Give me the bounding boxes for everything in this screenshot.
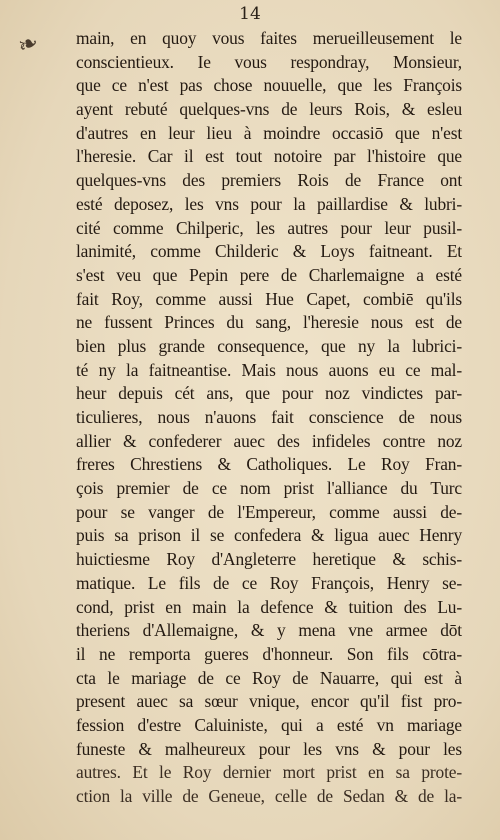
text-line: allier & confederer auec des infideles contre noz — [76, 430, 462, 451]
text-line: cité comme Chilperic, les autres pour leur pusil- — [76, 217, 462, 238]
text-line: cta le mariage de ce Roy de Nauarre, qui est à — [76, 667, 462, 688]
text-line: fession d'estre Caluiniste, qui a esté vn mariage — [76, 714, 462, 735]
text-line: puis sa prison il se confedera & ligua auec Henry — [76, 525, 462, 546]
text-line: cond, prist en main la defence & tuition des Lu- — [76, 596, 462, 617]
page-number: 14 — [239, 4, 261, 24]
text-line: ayent rebuté quelques-vns de leurs Rois, & esleu — [76, 99, 462, 120]
text-line: quelques-vns des premiers Rois de France ont — [76, 170, 462, 191]
margin-ornament: ❧ — [13, 27, 43, 61]
text-line: funeste & malheureux pour les vns & pour les — [76, 738, 462, 759]
body-text — [76, 27, 462, 809]
text-line: ne fussent Princes du sang, l'heresie nous est de — [76, 312, 462, 333]
text-line: té ny la faitneantise. Mais nous auons eu ce mal- — [76, 359, 462, 380]
text-line: conscientieux. Ie vous respondray, Monsieur, — [76, 51, 462, 72]
text-line: autres. Et le Roy dernier mort prist en sa prote- — [76, 762, 462, 783]
text-line: theriens d'Allemaigne, & y mena vne armee dōt — [76, 620, 462, 641]
text-line: ction la ville de Geneue, celle de Sedan & de la- — [76, 786, 462, 806]
text-line: l'heresie. Car il est tout notoire par l'histoire que — [76, 146, 462, 167]
text-line: main, en quoy vous faites merueilleusement le — [76, 28, 462, 48]
text-line: heur depuis cét ans, que pour noz vindictes par- — [76, 383, 462, 404]
text-line: que ce n'est pas chose nouuelle, que les François — [76, 75, 462, 96]
text-line: ticulieres, nous n'auons fait conscience de nous — [76, 407, 462, 427]
text-line: matique. Le fils de ce Roy François, Henry se- — [76, 572, 462, 593]
text-line: s'est veu que Pepin pere de Charlemaigne a esté — [76, 264, 462, 285]
text-line: freres Chrestiens & Catholiques. Le Roy Fran- — [76, 454, 462, 475]
text-line: present auec sa sœur vnique, encor qu'il fist pro- — [76, 691, 462, 712]
text-line: lanimité, comme Childeric & Loys faitneant. Et — [76, 241, 462, 262]
text-line: fait Roy, comme aussi Hue Capet, combiē qu'ils — [76, 288, 462, 309]
text-line: esté deposez, les vns pour la paillardise & lubri- — [76, 193, 462, 214]
text-line: bien plus grande consequence, que ny la lubrici- — [76, 335, 462, 356]
text-line: çois premier de ce nom prist l'alliance du Turc — [76, 478, 462, 499]
text-line: pour se vanger de l'Empereur, comme aussi de- — [76, 501, 462, 522]
text-line: d'autres en leur lieu à moindre occasiō que n'est — [76, 122, 462, 143]
text-line: il ne remporta gueres d'honneur. Son fils cōtra- — [76, 643, 462, 664]
text-line: huictiesme Roy d'Angleterre heretique & schis- — [76, 549, 462, 570]
